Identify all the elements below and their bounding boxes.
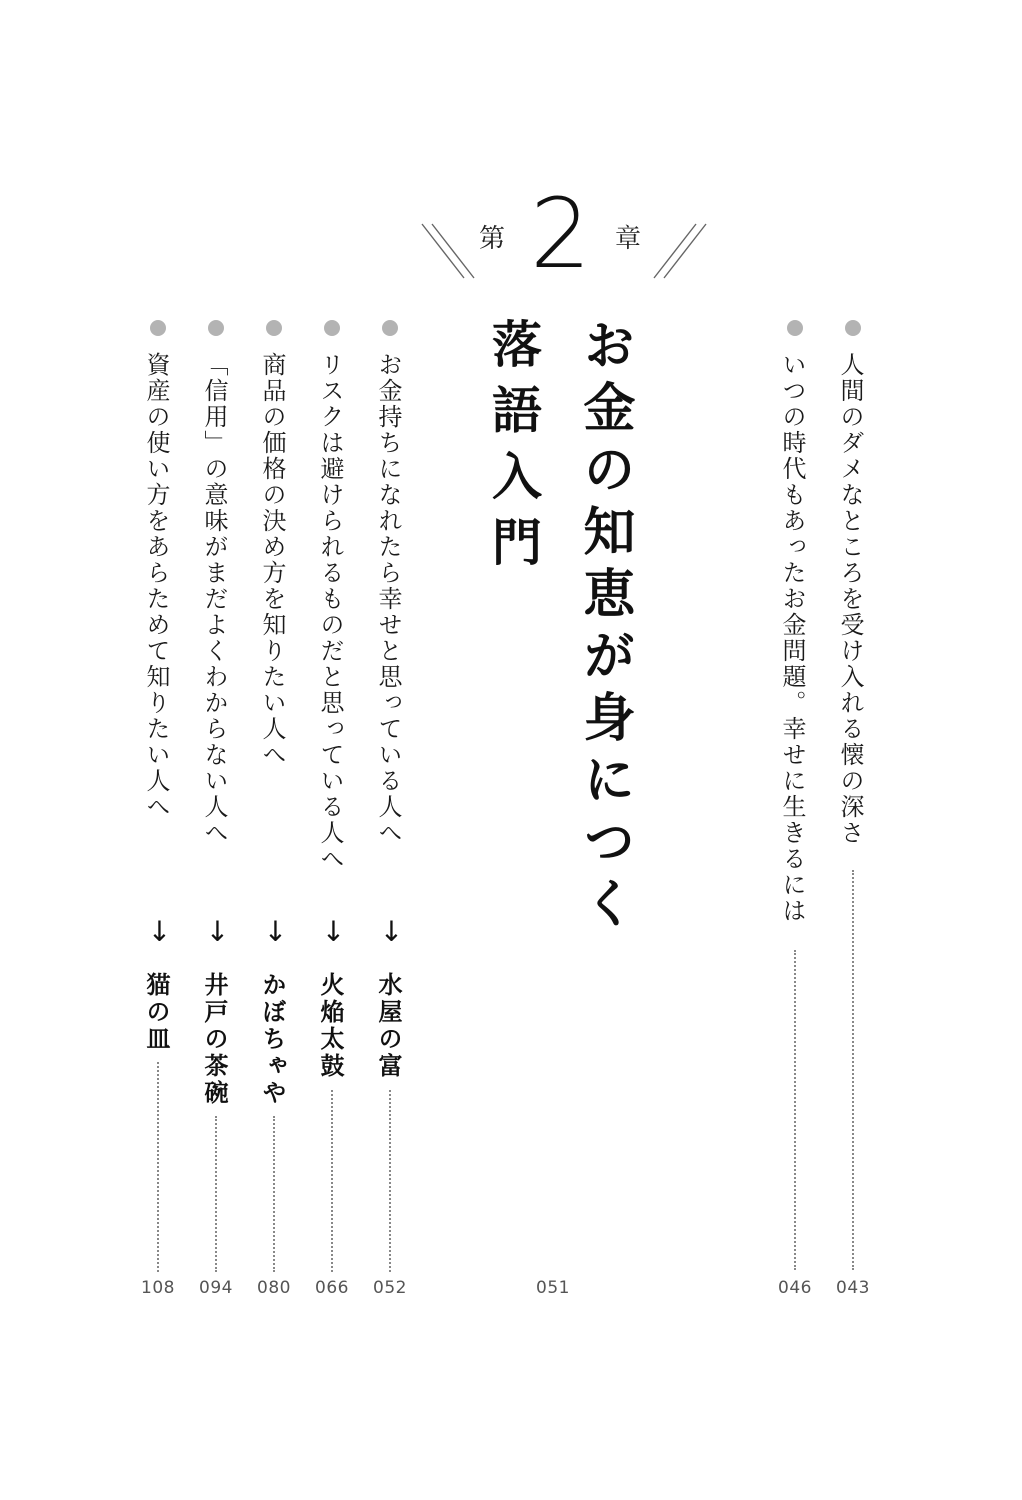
page-number: 043 <box>836 1278 870 1298</box>
bullet-icon <box>787 320 803 336</box>
question-text: お金持ちになれたら幸せと思っている人へ <box>374 352 402 846</box>
question-text: リスクは避けられるものだと思っている人へ <box>316 352 344 872</box>
chapter-number: 2 <box>530 178 592 290</box>
question-text: 商品の価格の決め方を知りたい人へ <box>258 352 286 768</box>
bullet-icon <box>845 320 861 336</box>
leader-dots <box>852 870 854 1270</box>
down-arrow-icon: ↓ <box>317 915 350 948</box>
story-title: 猫の皿 <box>142 972 170 1053</box>
bullet-icon <box>150 320 166 336</box>
bullet-icon <box>266 320 282 336</box>
page-number: 094 <box>199 1278 233 1298</box>
question-text: 「信用」の意味がまだよくわからない人へ <box>200 352 228 846</box>
prev-item-text: 人間のダメなところを受け入れる懐の深さ <box>836 352 864 846</box>
down-arrow-icon: ↓ <box>201 915 234 948</box>
down-arrow-icon: ↓ <box>259 915 292 948</box>
chapter-suffix: 章 <box>615 224 642 254</box>
page-number: 046 <box>778 1278 812 1298</box>
leader-dots <box>215 1116 217 1272</box>
bullet-icon <box>382 320 398 336</box>
story-title: かぼちゃや <box>258 972 286 1107</box>
page-number: 066 <box>315 1278 349 1298</box>
left-decoration-lines <box>420 220 476 282</box>
chapter-title: お金の知恵が身につく <box>574 318 634 938</box>
right-decoration-lines <box>652 220 708 282</box>
chapter-page-number: 051 <box>536 1278 570 1298</box>
leader-dots <box>331 1090 333 1272</box>
leader-dots <box>157 1062 159 1272</box>
bullet-icon <box>208 320 224 336</box>
down-arrow-icon: ↓ <box>375 915 408 948</box>
down-arrow-icon: ↓ <box>143 915 176 948</box>
chapter-prefix: 第 <box>479 224 506 254</box>
question-text: 資産の使い方をあらためて知りたい人へ <box>142 352 170 820</box>
leader-dots <box>794 950 796 1270</box>
page-number: 080 <box>257 1278 291 1298</box>
prev-item-text: いつの時代もあったお金問題。幸せに生きるには <box>778 352 806 924</box>
leader-dots <box>273 1116 275 1272</box>
bullet-icon <box>324 320 340 336</box>
page-number: 108 <box>141 1278 175 1298</box>
page-number: 052 <box>373 1278 407 1298</box>
story-title: 井戸の茶碗 <box>200 972 228 1107</box>
chapter-subtitle: 落語入門 <box>484 318 542 582</box>
story-title: 水屋の富 <box>374 972 402 1080</box>
leader-dots <box>389 1090 391 1272</box>
story-title: 火焔太鼓 <box>316 972 344 1080</box>
